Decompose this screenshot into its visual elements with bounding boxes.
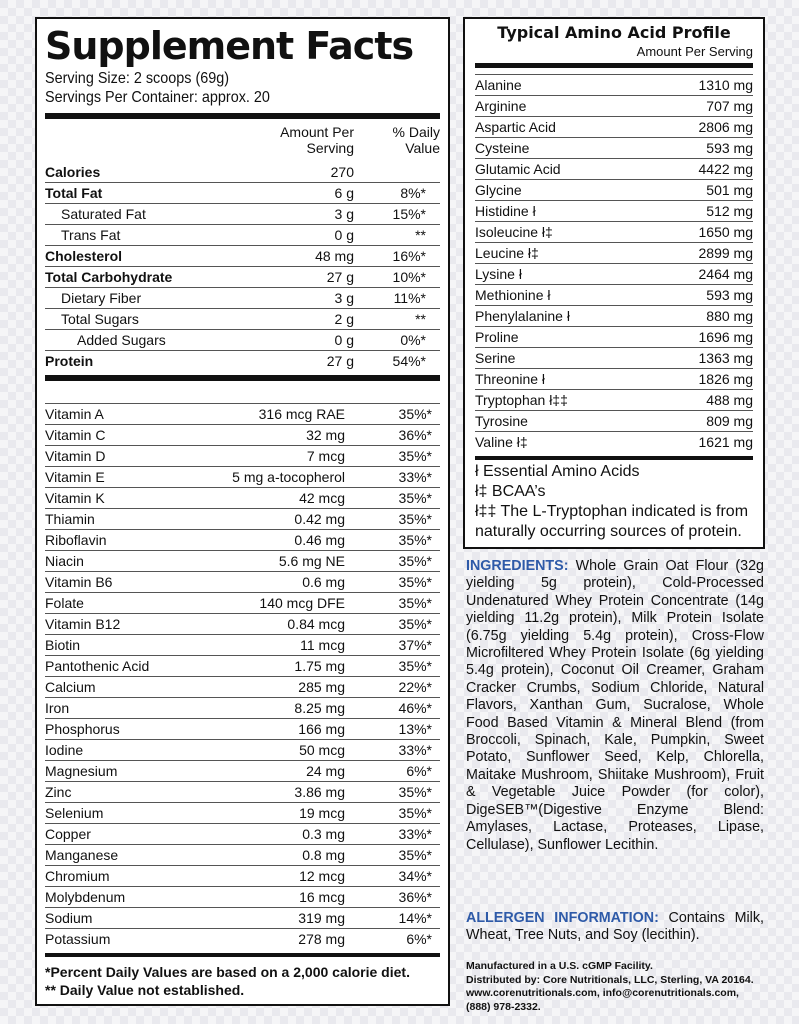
vitamin-amount: 8.25 mg [294, 700, 345, 716]
nutrient-daily-value: 16%* [392, 248, 426, 264]
amino-acid-name: Glutamic Acid [475, 161, 561, 177]
amino-acid-row [475, 284, 753, 305]
amino-acid-amount: 4422 mg [698, 161, 753, 177]
footnote-not-established: ** Daily Value not established. [45, 982, 245, 998]
amino-acid-amount: 707 mg [706, 98, 753, 114]
vitamin-daily-value: 35%* [398, 490, 432, 506]
vitamin-daily-value: 35%* [398, 406, 432, 422]
vitamin-row [45, 697, 440, 718]
vitamin-name: Vitamin K [45, 490, 105, 506]
vitamin-amount: 316 mcg RAE [258, 406, 345, 422]
vitamin-daily-value: 35%* [398, 847, 432, 863]
vitamin-row [45, 529, 440, 550]
vitamin-row [45, 466, 440, 487]
facts-footnotes [45, 957, 440, 999]
amino-acid-amount: 488 mg [706, 392, 753, 408]
amino-acid-name: Threonine ł [475, 371, 546, 387]
amino-acid-amount: 2464 mg [698, 266, 753, 282]
nutrient-name: Total Fat [45, 185, 103, 201]
vitamin-name: Potassium [45, 931, 111, 947]
amino-acid-name: Valine ł‡ [475, 434, 528, 450]
vitamin-row [45, 676, 440, 697]
amino-acid-name: Glycine [475, 182, 522, 198]
ingredients-text: Whole Grain Oat Flour (32g yielding 5g protein), Cold-Processed Undenatured Whey Protein Concentrate (14g yielding 11.2g protein), Milk Protein Isolate (6.75g yielding 5.4g protein), Cross-Flow Microfiltered Whey Protein Isolate (6g yielding 5.4g protein), Coconut Oil Creamer, Graham Cracker Crumbs, Sodium Chloride, Natural Flavors, Xanthan Gum, Sucralose, Whole Food Based Vitamin & Mineral Blend (from Broccoli, Spinach, Kale, Pumpkin, Sweet Potato, Sunflower Seed, Kelp, Chlorella, Maitake Mushroom, Shiitake Mushroom), Fruit & Vegetable Juice Powder (for color), DigeSEB™(Digestive Enzyme Blend: Amylases, Lactase, Proteases, Lipase, Cellulase), Sunflower Lecithin. [466, 558, 764, 853]
amino-acid-row [475, 410, 753, 431]
nutrient-name: Trans Fat [61, 227, 121, 243]
vitamin-row [45, 445, 440, 466]
amino-acid-amount: 1621 mg [698, 434, 753, 450]
amino-acid-amount: 1310 mg [698, 77, 753, 93]
vitamin-name: Magnesium [45, 763, 118, 779]
vitamin-row [45, 424, 440, 445]
vitamin-name: Vitamin B12 [45, 616, 121, 632]
amino-acid-amount: 2806 mg [698, 119, 753, 135]
nutrient-amount: 27 g [326, 269, 354, 285]
vitamin-amount: 50 mcg [299, 742, 345, 758]
vitamin-daily-value: 6%* [406, 931, 432, 947]
vitamin-name: Vitamin A [45, 406, 104, 422]
allergen-text: Contains Milk, Wheat, Tree Nuts, and Soy (lecithin). [466, 910, 764, 944]
ingredients-block [466, 558, 764, 854]
vitamin-name: Vitamin E [45, 469, 105, 485]
nutrient-amount: 0 g [334, 227, 354, 243]
nutrient-amount: 3 g [334, 290, 354, 306]
amino-acid-amount: 1696 mg [698, 329, 753, 345]
vitamin-daily-value: 22%* [398, 679, 432, 695]
amino-acid-name: Phenylalanine ł [475, 308, 570, 324]
amino-acid-row [475, 74, 753, 95]
amino-acid-row [475, 305, 753, 326]
vitamin-name: Iodine [45, 742, 84, 758]
nutrient-daily-value: 11%* [393, 290, 426, 306]
nutrient-daily-value: 0%* [400, 332, 426, 348]
vitamin-daily-value: 35%* [398, 511, 432, 527]
vitamin-daily-value: 35%* [398, 616, 432, 632]
nutrient-row [45, 266, 440, 287]
vitamin-daily-value: 14%* [398, 910, 432, 926]
manufacturer-info [466, 960, 776, 1014]
vitamin-amount: 1.75 mg [294, 658, 345, 674]
nutrient-row [45, 287, 440, 308]
note-essential: ł Essential Amino Acids [475, 463, 640, 480]
vitamin-row [45, 739, 440, 760]
vitamin-name: Sodium [45, 910, 93, 926]
amino-acid-panel [463, 17, 765, 549]
nutrient-amount: 27 g [326, 353, 354, 369]
vitamin-amount: 32 mg [306, 427, 345, 443]
vitamin-daily-value: 34%* [398, 868, 432, 884]
vitamin-amount: 0.8 mg [302, 847, 345, 863]
vitamin-name: Riboflavin [45, 532, 107, 548]
ingredients-label: INGREDIENTS: [466, 558, 569, 574]
amino-acid-row [475, 116, 753, 137]
vitamin-row [45, 781, 440, 802]
vitamin-row [45, 886, 440, 907]
amino-acid-row [475, 431, 753, 452]
amino-acid-name: Aspartic Acid [475, 119, 556, 135]
vitamin-daily-value: 35%* [398, 574, 432, 590]
vitamin-amount: 19 mcg [299, 805, 345, 821]
vitamin-row [45, 550, 440, 571]
vitamin-row [45, 508, 440, 529]
vitamin-row [45, 907, 440, 928]
facts-column-header [45, 119, 440, 161]
vitamin-amount: 12 mcg [299, 868, 345, 884]
footnote-daily-value: *Percent Daily Values are based on a 2,000 calorie diet. [45, 964, 410, 980]
supplement-facts-panel [35, 17, 450, 1006]
vitamin-amount: 166 mg [298, 721, 345, 737]
vitamin-row [45, 844, 440, 865]
nutrient-name: Saturated Fat [61, 206, 146, 222]
vitamin-daily-value: 37%* [398, 637, 432, 653]
amino-acid-name: Arginine [475, 98, 527, 114]
vitamin-row [45, 865, 440, 886]
amino-acid-row [475, 200, 753, 221]
vitamin-daily-value: 35%* [398, 658, 432, 674]
vitamin-amount: 0.6 mg [302, 574, 345, 590]
amino-acid-row [475, 158, 753, 179]
vitamin-name: Molybdenum [45, 889, 126, 905]
vitamin-name: Vitamin C [45, 427, 106, 443]
nutrient-row [45, 224, 440, 245]
nutrient-row [45, 203, 440, 224]
vitamin-name: Pantothenic Acid [45, 658, 150, 674]
vitamin-amount: 0.84 mcg [287, 616, 345, 632]
vitamin-row [45, 571, 440, 592]
amino-acid-amount: 1650 mg [698, 224, 753, 240]
mfr-line-4: (888) 978-2332. [466, 1000, 541, 1013]
vitamin-row [45, 613, 440, 634]
vitamin-name: Biotin [45, 637, 81, 653]
vitamin-amount: 140 mcg DFE [259, 595, 345, 611]
amino-amount-per-serving: Amount Per Serving [636, 44, 753, 59]
vitamin-amount: 3.86 mg [294, 784, 345, 800]
amino-acid-name: Tryptophan ł‡‡ [475, 392, 568, 408]
vitamin-name: Phosphorus [45, 721, 120, 737]
amino-acid-amount: 593 mg [706, 140, 753, 156]
amino-acid-amount: 880 mg [706, 308, 753, 324]
macro-nutrient-table [45, 161, 440, 371]
allergen-block [466, 910, 764, 945]
vitamin-amount: 42 mcg [299, 490, 345, 506]
vitamin-daily-value: 33%* [398, 826, 432, 842]
vitamin-name: Iron [45, 700, 70, 716]
vitamin-daily-value: 35%* [398, 532, 432, 548]
amount-per-serving-header: Amount Per Serving [280, 124, 354, 156]
vitamin-row [45, 823, 440, 844]
mfr-line-3: www.corenutritionals.com, info@corenutritionals.com, [466, 987, 739, 999]
vitamin-amount: 0.3 mg [302, 826, 345, 842]
nutrient-amount: 3 g [334, 206, 354, 222]
nutrient-daily-value: 15%* [392, 206, 426, 222]
vitamin-amount: 7 mcg [306, 448, 345, 464]
vitamin-name: Copper [45, 826, 91, 842]
amino-acid-title: Typical Amino Acid Profile [497, 23, 731, 42]
vitamin-name: Manganese [45, 847, 119, 863]
vitamin-amount: 0.42 mg [294, 511, 345, 527]
vitamin-row [45, 634, 440, 655]
vitamin-daily-value: 13%* [398, 721, 432, 737]
vitamin-daily-value: 36%* [398, 889, 432, 905]
vitamin-daily-value: 35%* [398, 448, 432, 464]
vitamin-row [45, 718, 440, 739]
nutrient-row [45, 329, 440, 350]
amino-acid-name: Serine [475, 350, 516, 366]
amino-acid-amount: 809 mg [706, 413, 753, 429]
amino-acid-row [475, 389, 753, 410]
amino-acid-name: Lysine ł [475, 266, 522, 282]
amino-acid-name: Cysteine [475, 140, 530, 156]
vitamin-name: Niacin [45, 553, 84, 569]
vitamin-daily-value: 33%* [398, 742, 432, 758]
amino-acid-name: Leucine ł‡ [475, 245, 539, 261]
nutrient-daily-value: ** [415, 311, 426, 327]
supplement-facts-title: Supplement Facts [45, 24, 414, 68]
vitamin-amount: 24 mg [306, 763, 345, 779]
amino-acid-row [475, 263, 753, 284]
vitamin-amount: 285 mg [298, 679, 345, 695]
amino-acid-amount: 512 mg [706, 203, 753, 219]
nutrient-row [45, 308, 440, 329]
mfr-line-2: Distributed by: Core Nutritionals, LLC, Sterling, VA 20164. [466, 973, 754, 986]
amino-acid-row [475, 242, 753, 263]
amino-acid-name: Isoleucine ł‡ [475, 224, 553, 240]
vitamin-amount: 5.6 mg NE [278, 553, 345, 569]
vitamin-daily-value: 35%* [398, 595, 432, 611]
amino-acid-row [475, 137, 753, 158]
amino-acid-amount: 1363 mg [698, 350, 753, 366]
amino-acid-name: Alanine [475, 77, 522, 93]
nutrient-row [45, 182, 440, 203]
vitamin-name: Folate [45, 595, 84, 611]
nutrient-row [45, 350, 440, 371]
nutrient-row [45, 245, 440, 266]
vitamin-row [45, 592, 440, 613]
nutrient-daily-value: 10%* [392, 269, 426, 285]
nutrient-amount: 2 g [334, 311, 354, 327]
vitamin-amount: 319 mg [298, 910, 345, 926]
vitamin-row [45, 403, 440, 424]
vitamin-amount: 16 mcg [299, 889, 345, 905]
amino-acid-name: Histidine ł [475, 203, 536, 219]
serving-size: Serving Size: 2 scoops (69g) [45, 70, 230, 87]
amino-acid-amount: 2899 mg [698, 245, 753, 261]
vitamin-daily-value: 33%* [398, 469, 432, 485]
amino-acid-amount: 501 mg [706, 182, 753, 198]
vitamin-amount: 278 mg [298, 931, 345, 947]
vitamin-row [45, 487, 440, 508]
amino-acid-row [475, 326, 753, 347]
nutrient-name: Total Carbohydrate [45, 269, 173, 285]
vitamin-name: Zinc [45, 784, 72, 800]
vitamin-daily-value: 46%* [398, 700, 432, 716]
amino-acid-row [475, 95, 753, 116]
nutrient-daily-value: 54%* [392, 353, 426, 369]
nutrient-name: Dietary Fiber [61, 290, 142, 306]
nutrient-amount: 48 mg [315, 248, 354, 264]
vitamin-name: Chromium [45, 868, 110, 884]
nutrient-daily-value: 8%* [400, 185, 426, 201]
servings-per-container: Servings Per Container: approx. 20 [45, 89, 270, 106]
amino-acid-name: Tyrosine [475, 413, 528, 429]
vitamin-row [45, 760, 440, 781]
nutrient-amount: 6 g [334, 185, 354, 201]
vitamin-row [45, 928, 440, 949]
nutrient-name: Total Sugars [61, 311, 139, 327]
vitamin-daily-value: 35%* [398, 805, 432, 821]
amino-acid-row [475, 179, 753, 200]
nutrient-row [45, 161, 440, 182]
vitamin-name: Selenium [45, 805, 104, 821]
amino-acid-row [475, 347, 753, 368]
nutrient-amount: 270 [330, 163, 354, 180]
nutrient-amount: 0 g [334, 332, 354, 348]
amino-notes [475, 460, 753, 542]
daily-value-header: % Daily Value [392, 124, 440, 156]
vitamin-amount: 5 mg a-tocopherol [232, 469, 345, 485]
nutrient-name: Added Sugars [77, 332, 166, 348]
amino-acid-row [475, 221, 753, 242]
amino-acid-name: Proline [475, 329, 519, 345]
vitamin-daily-value: 36%* [398, 427, 432, 443]
mfr-line-1: Manufactured in a U.S. cGMP Facility. [466, 960, 653, 972]
nutrient-name: Cholesterol [45, 248, 123, 264]
allergen-label: ALLERGEN INFORMATION: [466, 910, 659, 926]
amino-acid-amount: 593 mg [706, 287, 753, 303]
nutrient-name: Calories [45, 163, 101, 180]
vitamin-daily-value: 6%* [406, 763, 432, 779]
vitamin-daily-value: 35%* [398, 784, 432, 800]
amino-acid-row [475, 368, 753, 389]
amino-acid-name: Methionine ł [475, 287, 551, 303]
vitamin-amount: 0.46 mg [294, 532, 345, 548]
nutrient-daily-value: ** [415, 227, 426, 243]
vitamin-row [45, 655, 440, 676]
amino-acid-amount: 1826 mg [698, 371, 753, 387]
vitamin-name: Thiamin [45, 511, 95, 527]
nutrient-name: Protein [45, 353, 94, 369]
amino-acid-table [475, 74, 753, 452]
vitamin-amount: 11 mcg [300, 637, 345, 653]
vitamin-name: Vitamin B6 [45, 574, 113, 590]
vitamin-name: Calcium [45, 679, 96, 695]
note-tryptophan: ł‡‡ The L-Tryptophan indicated is from naturally occurring sources of protein. [475, 503, 749, 540]
vitamin-row [45, 802, 440, 823]
vitamin-mineral-table [45, 403, 440, 949]
vitamin-name: Vitamin D [45, 448, 106, 464]
vitamin-daily-value: 35%* [398, 553, 432, 569]
note-bcaa: ł‡ BCAA’s [475, 483, 546, 500]
